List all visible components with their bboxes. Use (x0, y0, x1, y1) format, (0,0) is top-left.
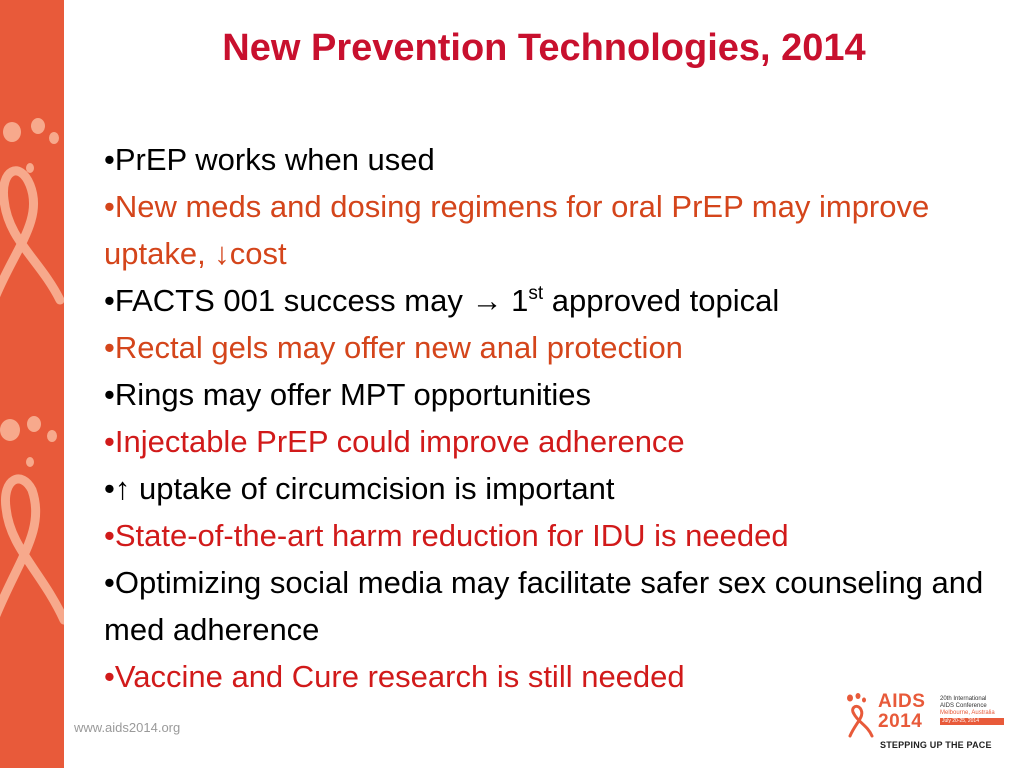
bullet-item: •Vaccine and Cure research is still needed (104, 659, 685, 694)
logo-title-line2: 2014 (878, 711, 923, 732)
bullet-item: •State-of-the-art harm reduction for IDU is needed (104, 518, 789, 553)
bullet-item: •↑ uptake of circumcision is important (104, 471, 615, 506)
logo-dates: July 20-25, 2014 (940, 718, 1004, 725)
logo-conference-line2: AIDS Conference (940, 703, 987, 709)
footprints-decoration-icon (0, 0, 64, 768)
bullet-item: •New meds and dosing regimens for oral PrEP may improve uptake, ↓cost (104, 189, 930, 271)
footer-url: www.aids2014.org (74, 720, 181, 735)
bullet-item (104, 277, 1004, 324)
aids2014-logo (842, 690, 1012, 756)
bullet-item: •Rings may offer MPT opportunities (104, 377, 591, 412)
bullet-text-after: approved topical (543, 283, 780, 318)
logo-title-line1: AIDS (878, 691, 926, 712)
side-decoration-band (0, 0, 64, 768)
bullet-item: •PrEP works when used (104, 142, 435, 177)
bullet-superscript: st (528, 283, 544, 304)
logo-conference-info (940, 696, 1008, 717)
bullet-text-before: •FACTS 001 success may → 1 (104, 283, 529, 318)
logo-conference-line1: 20th International (940, 696, 987, 702)
footprints-ribbon-icon (844, 692, 876, 738)
bullet-item: •Optimizing social media may facilitate safer sex counseling and med adherence (104, 565, 984, 647)
bullet-item: •Injectable PrEP could improve adherence (104, 424, 685, 459)
bullet-item: •Rectal gels may offer new anal protection (104, 330, 683, 365)
slide-title: New Prevention Technologies, 2014 (222, 27, 866, 69)
bullet-list (104, 136, 1004, 700)
logo-tagline: STEPPING UP THE PACE (880, 740, 992, 750)
logo-location: Melbourne, Australia (940, 710, 995, 716)
logo-title (878, 692, 925, 732)
